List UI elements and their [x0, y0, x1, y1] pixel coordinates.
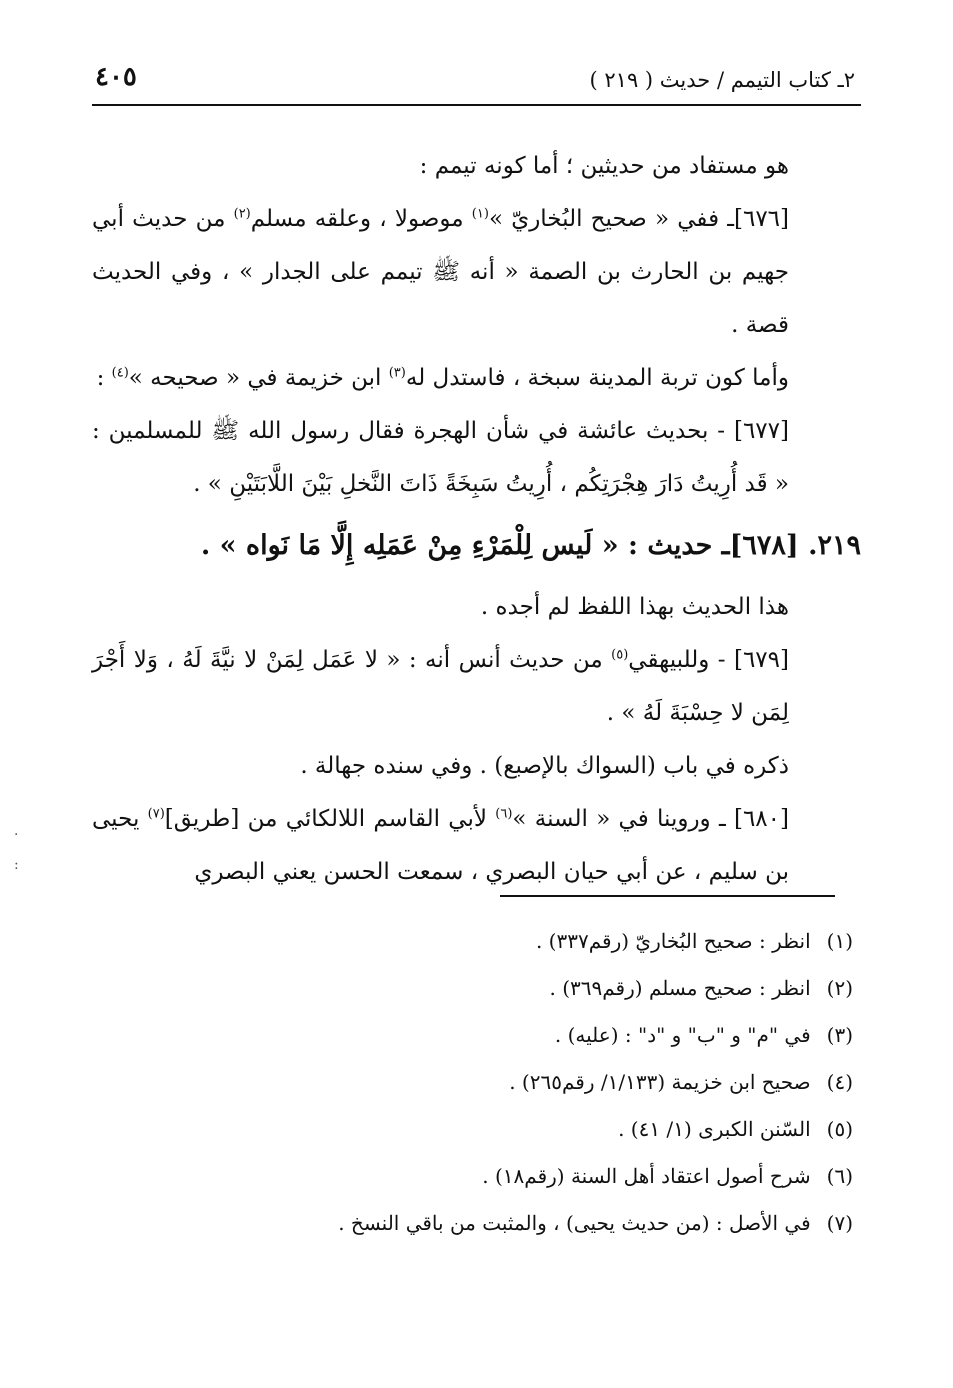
paragraph-677: [٦٧٧] - بحديث عائشة في شأن الهجرة فقال رسول الله ﷺ للمسلمين : « قَد أُرِيتُ دَارَ هِجْرَتِكُم ، أُرِيتُ سَبِخَةً ذَاتَ النَّخلِ بَيْنَ اللَّابَتَيْنِ » . — [92, 418, 789, 497]
hadith-ref: [٦٨٠] — [733, 806, 789, 832]
page-number: ٤٠٥ — [95, 62, 137, 92]
siwak-line: ذكره في باب (السواك بالإصبع) . وفي سنده جهالة . — [300, 753, 789, 779]
paragraph-680: [٦٨٠] ـ وروينا في « السنة »$^{(٦)}$ لأبي القاسم اللالكائي من [طريق]$^{(٧)}$ يحيى بن سليم ، عن أبي حيان البصري ، سمعت الحسن يعني البصري — [92, 806, 789, 885]
hadith-ref: [٦٧٨] — [729, 530, 799, 561]
hadith-ref: [٦٧٩] — [733, 647, 789, 673]
footnote-marker: (٧) — [147, 806, 165, 822]
header-title: ٢ـ كتاب التيمم / حديث ( ٢١٩ ) — [589, 68, 855, 92]
footnote-marker: (٦) — [495, 806, 513, 822]
footnote: (٢) انظر : صحيح مسلم (رقم٣٦٩) . — [549, 976, 853, 1000]
footnote: (٣) في "م" و "ب" و "د" : (عليه) . — [554, 1023, 853, 1047]
footnote: (٧) في الأصل : (من حديث يحيى) ، والمثبت من باقي النسخ . — [338, 1211, 853, 1235]
footnote: (٦) شرح أصول اعتقاد أهل السنة (رقم١٨) . — [482, 1164, 853, 1188]
footnote: (٤) صحيح ابن خزيمة (١/١٣٣/ رقم٢٦٥) . — [509, 1070, 853, 1094]
running-header — [95, 62, 861, 100]
hadith-ref: [٦٧٧] — [733, 418, 789, 444]
scan-margin-marks: · : — [14, 827, 19, 873]
paragraph-turba: وأما كون تربة المدينة سبخة ، فاستدل له$^{(٣)}$ ابن خزيمة في « صحيحه »$^{(٤)}$ : — [96, 365, 789, 391]
footnote-rule — [500, 895, 835, 897]
footnote-marker: (٢) — [233, 206, 251, 222]
footnote-marker: (٣) — [388, 365, 406, 381]
footnote-marker: (٤) — [111, 365, 129, 381]
paragraph-679: [٦٧٩] - وللبيهقي$^{(٥)}$ من حديث أنس أنه : « لا عَمَل لِمَنْ لا نيَّةَ لَهُ ، وَلا أَجْرَ لِمَن لا حِسْبَةَ لَهُ » . — [92, 647, 789, 726]
main-text — [92, 140, 861, 899]
header-rule — [92, 104, 861, 106]
intro-line: هو مستفاد من حديثين ؛ أما كونه تيمم : — [419, 153, 789, 179]
footnote: (١) انظر : صحيح البُخاريّ (رقم٣٣٧) . — [535, 929, 853, 953]
hadith-number: ٢١٩. — [808, 530, 861, 561]
footnote-marker: (١) — [471, 206, 489, 222]
paragraph-676: [٦٧٦]ـ ففي « صحيح البُخاريّ »$^{(١)}$ موصولا ، وعلقه مسلم$^{(٢)}$ من حديث أبي جهيم بن الحارث بن الصمة « أنه ﷺ تيمم على الجدار » ، وفي الحديث قصة . — [92, 206, 790, 338]
not-found-line: هذا الحديث بهذا اللفظ لم أجده . — [480, 594, 789, 620]
footnote: (٥) السّنن الكبرى (١/ ٤١) . — [618, 1117, 853, 1141]
hadith-219-heading: ٢١٩. [٦٧٨]ـ حديث : « لَيس لِلْمَرْءِ مِنْ عَمَلِه إِلَّا مَا نَواه » . — [200, 530, 861, 561]
footnote-marker: (٥) — [611, 647, 629, 663]
footnotes — [92, 918, 861, 1247]
hadith-ref: [٦٧٦] — [733, 206, 790, 232]
